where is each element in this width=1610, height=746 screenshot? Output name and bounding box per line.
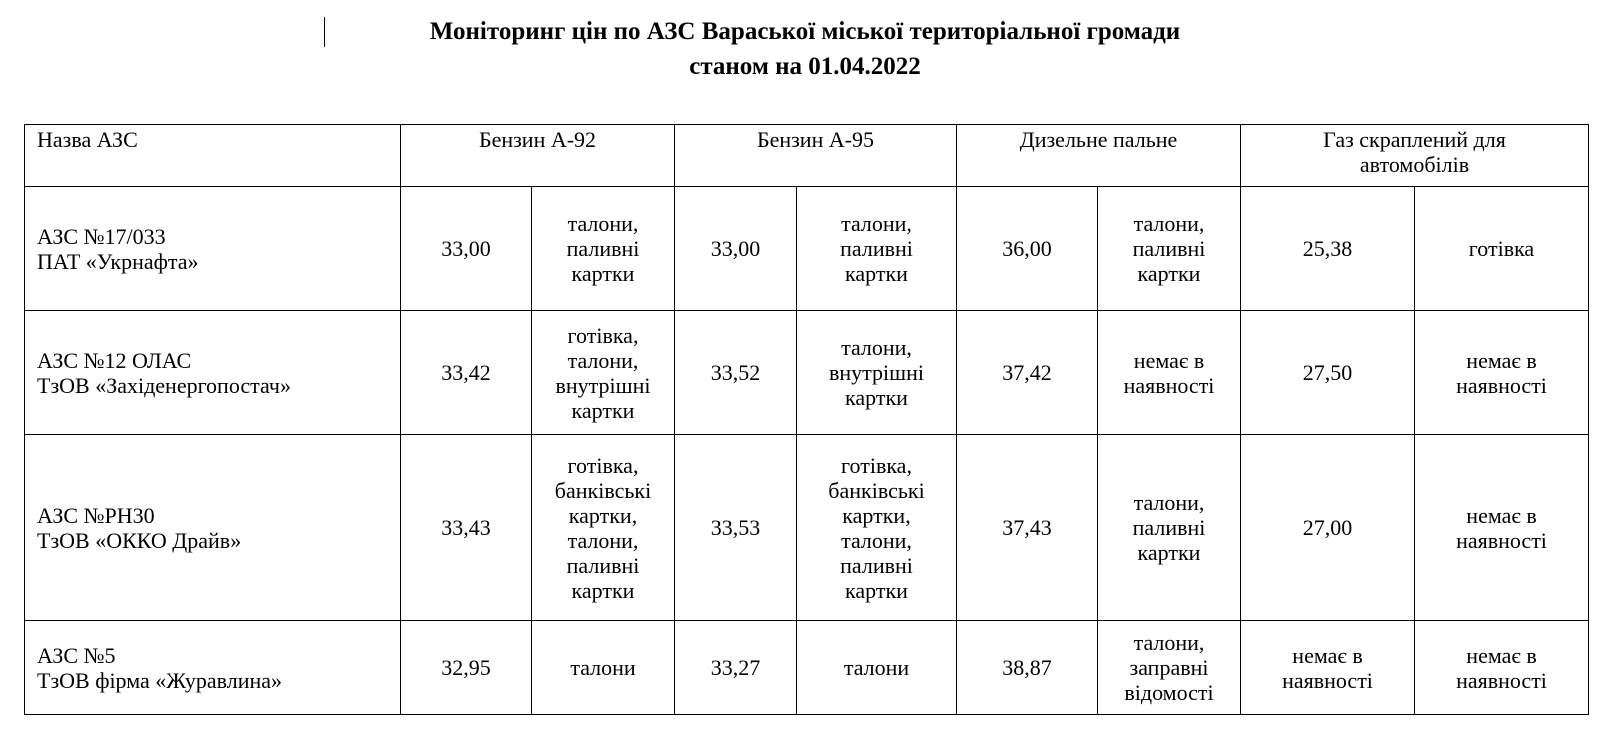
table-row (25, 187, 1589, 311)
document-title: Моніторинг цін по АЗС Вараської міської територіальної громади (429, 18, 1181, 45)
lpg-price: немає в наявності (1241, 621, 1415, 715)
a92-payment: талони, паливні картки (532, 187, 675, 311)
station-name: АЗС №12 ОЛАС ТзОВ «Західенергопостач» (25, 311, 401, 435)
station-name: АЗС №17/033 ПАТ «Укрнафта» (25, 187, 401, 311)
lpg-price: 27,50 (1241, 311, 1415, 435)
lpg-price: 25,38 (1241, 187, 1415, 311)
a92-payment: готівка, талони, внутрішні картки (532, 311, 675, 435)
a95-price: 33,53 (675, 435, 797, 621)
header-diesel: Дизельне пальне (957, 125, 1241, 187)
a95-payment: талони, внутрішні картки (797, 311, 957, 435)
diesel-payment: талони, паливні картки (1098, 187, 1241, 311)
document-subtitle: станом на 01.04.2022 (689, 53, 921, 80)
a95-payment: готівка, банківські картки, талони, паливні картки (797, 435, 957, 621)
a95-payment: талони, паливні картки (797, 187, 957, 311)
header-lpg: Газ скраплений для автомобілів (1241, 125, 1589, 187)
a95-price: 33,00 (675, 187, 797, 311)
table-row (25, 621, 1589, 715)
lpg-payment: готівка (1415, 187, 1589, 311)
a92-price: 32,95 (401, 621, 532, 715)
diesel-payment: талони, заправні відомості (1098, 621, 1241, 715)
a92-payment: готівка, банківські картки, талони, паливні картки (532, 435, 675, 621)
a95-payment: талони (797, 621, 957, 715)
station-name: АЗС №5 ТзОВ фірма «Журавлина» (25, 621, 401, 715)
diesel-price: 38,87 (957, 621, 1098, 715)
lpg-payment: немає в наявності (1415, 435, 1589, 621)
a92-payment: талони (532, 621, 675, 715)
diesel-price: 37,43 (957, 435, 1098, 621)
table-row (25, 435, 1589, 621)
lpg-price: 27,00 (1241, 435, 1415, 621)
table-header-row (25, 125, 1589, 187)
lpg-payment: немає в наявності (1415, 311, 1589, 435)
header-a95: Бензин А-95 (675, 125, 957, 187)
a95-price: 33,27 (675, 621, 797, 715)
diesel-payment: немає в наявності (1098, 311, 1241, 435)
diesel-price: 36,00 (957, 187, 1098, 311)
table-row (25, 311, 1589, 435)
diesel-payment: талони, паливні картки (1098, 435, 1241, 621)
header-station-name: Назва АЗС (25, 125, 401, 187)
fuel-price-table (24, 124, 1589, 715)
lpg-payment: немає в наявності (1415, 621, 1589, 715)
station-name: АЗС №РН30 ТзОВ «ОККО Драйв» (25, 435, 401, 621)
header-a92: Бензин А-92 (401, 125, 675, 187)
a95-price: 33,52 (675, 311, 797, 435)
a92-price: 33,43 (401, 435, 532, 621)
a92-price: 33,42 (401, 311, 532, 435)
diesel-price: 37,42 (957, 311, 1098, 435)
a92-price: 33,00 (401, 187, 532, 311)
